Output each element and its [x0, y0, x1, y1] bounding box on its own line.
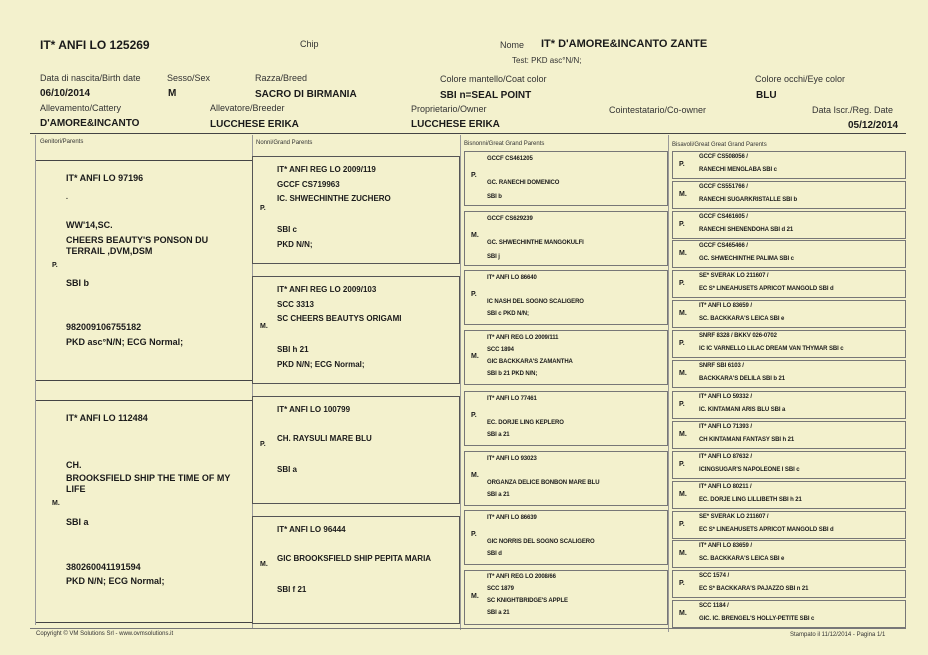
registration-number: IT* ANFI LO 125269 [40, 38, 150, 52]
col-rule-3 [668, 135, 669, 632]
ggg-box [672, 181, 906, 209]
gp-line: IC. SHWECHINTHE ZUCHERO [277, 194, 391, 203]
ggp-line: SCC 1894 [487, 347, 514, 353]
ggg-box [672, 151, 906, 179]
ggg-box [672, 391, 906, 419]
gp-line: CH. RAYSULI MARE BLU [277, 434, 372, 443]
breed-label: Razza/Breed [255, 73, 308, 83]
owner: LUCCHESE ERIKA [411, 119, 500, 130]
ggg-sex: M. [679, 370, 687, 377]
ggp-line: SCC 1879 [487, 586, 514, 592]
gp-line: SBI h 21 [277, 345, 309, 354]
ggg-name: IC. KINTAMANI ARIS BLU SBI a [699, 407, 786, 413]
ggg-reg: IT* ANFI LO 87632 / [699, 454, 752, 460]
gp-line: IT* ANFI LO 96444 [277, 525, 346, 534]
dam-bottom-line [36, 622, 252, 623]
ggp-line: SBI b 21 PKD N/N; [487, 371, 538, 377]
ggg-reg: IT* ANFI LO 71393 / [699, 424, 752, 430]
ggg-reg: IT* ANFI LO 80211 / [699, 484, 752, 490]
ggg-sex: M. [679, 550, 687, 557]
header-rule [30, 133, 906, 134]
ggg-name: SC. BACKKARA'S LEICA SBI e [699, 316, 785, 322]
gp-line: IT* ANFI REG LO 2009/103 [277, 285, 377, 294]
ggg-name: EC S* BACKKARA'S PAJAZZO SBI n 21 [699, 586, 809, 592]
ggp-sex: M. [471, 232, 479, 239]
ggg-reg: GCCF CS465466 / [699, 243, 748, 249]
ggp-line: IC NASH DEL SOGNO SCALIGERO [487, 299, 584, 305]
gp-line: SBI a [277, 465, 298, 474]
ggg-sex: M. [679, 431, 687, 438]
col-grandparents: Nonni/Grand Parents [256, 140, 313, 146]
coat-color: SBI n=SEAL POINT [440, 90, 532, 101]
ggp-sex: M. [471, 353, 479, 360]
ggp-sex: P. [471, 172, 477, 179]
test-results: Test: PKD asc°N/N; [512, 56, 582, 65]
dam-reg: IT* ANFI LO 112484 [66, 413, 148, 423]
dam-color: SBI a [66, 517, 89, 527]
gp-sex: M. [260, 561, 268, 568]
sire-name-2: TERRAIL ,DVM,DSM [66, 246, 153, 256]
dam-sex: M. [52, 500, 60, 507]
gp-line: PKD N/N; ECG Normal; [277, 360, 365, 369]
birth-date: 06/10/2014 [40, 88, 91, 99]
ggg-box [672, 481, 906, 509]
ggg-sex: M. [679, 610, 687, 617]
ggg-sex: M. [679, 250, 687, 257]
ggg-name: IC IC VARNELLO LILAC DREAM VAN THYMAR SBI c [699, 346, 844, 352]
ggp-line: GCCF CS461205 [487, 156, 533, 162]
name-label: Nome [500, 40, 525, 50]
owner-label: Proprietario/Owner [411, 104, 487, 114]
ggp-sex: P. [471, 291, 477, 298]
ggg-name: CH KINTAMANI FANTASY SBI h 21 [699, 437, 795, 443]
ggg-name: GC. SHWECHINTHE PALIMA SBI c [699, 256, 794, 262]
ggg-sex: P. [679, 340, 685, 347]
footer-copyright: Copyright © VM Solutions Srl - www.ovmsolutions.it [36, 631, 174, 637]
ggp-line: GC. SHWECHINTHE MANGOKULFI [487, 240, 584, 246]
gp-line: IT* ANFI REG LO 2009/119 [277, 165, 376, 174]
ggp-line: SBI a 21 [487, 432, 510, 438]
breeder-label: Allevatore/Breeder [210, 103, 285, 113]
ggp-sex: P. [471, 531, 477, 538]
ggg-reg: IT* ANFI LO 59332 / [699, 394, 752, 400]
ggg-reg: SNRF 8328 / BKKV 026-0702 [699, 333, 777, 339]
ggg-box [672, 270, 906, 298]
sex: M [168, 88, 177, 99]
grandparent-box [252, 396, 460, 504]
ggg-name: EC S* LINEAHUSETS APRICOT MANGOLD SBI d [699, 527, 834, 533]
ggg-box [672, 300, 906, 328]
ggg-name: RANECHI MENGLABA SBI c [699, 167, 777, 173]
sire-sex: P. [52, 262, 58, 269]
great-grandparent-box [464, 510, 668, 565]
ggp-line: SBI a 21 [487, 492, 510, 498]
ggp-line: IT* ANFI LO 77461 [487, 396, 537, 402]
sire-titles: WW'14,SC. [66, 220, 113, 230]
gp-line: PKD N/N; [277, 240, 313, 249]
great-grandparent-box [464, 151, 668, 206]
ggg-reg: SCC 1574 / [699, 573, 730, 579]
sire-tests: PKD asc°N/N; ECG Normal; [66, 337, 184, 347]
dam-tests: PKD N/N; ECG Normal; [66, 576, 165, 586]
ggp-line: GIC BACKKARA'S ZAMANTHA [487, 359, 573, 365]
gp-line: SBI f 21 [277, 585, 307, 594]
eye-color: BLU [756, 90, 777, 101]
ggp-line: SC KNIGHTBRIDGE'S APPLE [487, 598, 568, 604]
ggg-name: SC. BACKKARA'S LEICA SBI e [699, 556, 785, 562]
ggp-line: IT* ANFI LO 93023 [487, 456, 537, 462]
col-great-great-grandparents: Bisavoli/Great Great Grand Parents [672, 142, 767, 148]
dam-chip: 380260041191594 [66, 562, 141, 572]
breed: SACRO DI BIRMANIA [255, 89, 357, 100]
ggp-line: GIC NORRIS DEL SOGNO SCALIGERO [487, 539, 595, 545]
ggg-name: RANECHI SHENENDOHA SBI d 21 [699, 227, 794, 233]
ggg-name: BACKKARA'S DELILA SBI b 21 [699, 376, 785, 382]
cattery: D'AMORE&INCANTO [40, 118, 140, 129]
coat-color-label: Colore mantello/Coat color [440, 74, 547, 84]
ggg-box [672, 540, 906, 568]
sire-name-1: CHEERS BEAUTY'S PONSON DU [66, 235, 209, 245]
gp-sex: M. [260, 323, 268, 330]
ggg-box [672, 570, 906, 598]
sire-bottom-line [36, 380, 252, 381]
ggp-line: IT* ANFI REG LO 2008/66 [487, 574, 556, 580]
gp-line: IT* ANFI LO 100799 [277, 405, 351, 414]
ggg-sex: M. [679, 191, 687, 198]
great-grandparent-box [464, 451, 668, 506]
ggg-box [672, 451, 906, 479]
ggg-name: EC. DORJE LING LILLIBETH SBI h 21 [699, 497, 802, 503]
dam-name-1: BROOKSFIELD SHIP THE TIME OF MY [66, 473, 231, 483]
ggg-box [672, 421, 906, 449]
gp-line: GCCF CS719963 [277, 180, 340, 189]
great-grandparent-box [464, 330, 668, 385]
ggg-sex: P. [679, 521, 685, 528]
ggg-name: EC S* LINEAHUSETS APRICOT MANGOLD SBI d [699, 286, 834, 292]
ggg-reg: GCCF CS461605 / [699, 214, 748, 220]
ggp-line: GCCF CS629239 [487, 216, 533, 222]
ggg-reg: GCCF CS508056 / [699, 154, 748, 160]
cat-name: IT* D'AMORE&INCANTO ZANTE [541, 38, 708, 50]
sire-color: SBI b [66, 278, 90, 288]
ggp-line: SBI b [487, 194, 502, 200]
sex-label: Sesso/Sex [167, 73, 211, 83]
ggp-line: IT* ANFI LO 86639 [487, 515, 537, 521]
col-rule-2 [460, 135, 461, 630]
ggg-sex: M. [679, 310, 687, 317]
co-owner-label: Cointestatario/Co-owner [609, 105, 707, 115]
ggg-reg: SE* SVERAK LO 211607 / [699, 273, 769, 279]
ggg-box [672, 330, 906, 358]
ggp-line: SBI d [487, 551, 502, 557]
ggp-line: SBI j [487, 254, 500, 260]
ggp-line: IT* ANFI LO 86640 [487, 275, 537, 281]
gp-line: SBI c [277, 225, 298, 234]
eye-color-label: Colore occhi/Eye color [755, 74, 846, 84]
col-great-grandparents: Bisnonni/Great Grand Parents [464, 141, 545, 147]
ggp-line: SBI c PKD N/N; [487, 311, 529, 317]
ggg-reg: IT* ANFI LO 83659 / [699, 543, 752, 549]
ggp-sex: M. [471, 472, 479, 479]
great-grandparent-box [464, 391, 668, 446]
sire-chip: 982009106755182 [66, 322, 142, 332]
ggg-box [672, 360, 906, 388]
col-parents: Genitori/Parents [40, 139, 84, 145]
ggg-reg: SCC 1184 / [699, 603, 729, 609]
ggg-name: RANECHI SUGARKRISTALLE SBI b [699, 197, 798, 203]
sire-top-line [36, 160, 252, 161]
ggg-reg: IT* ANFI LO 83659 / [699, 303, 752, 309]
ggg-sex: P. [679, 161, 685, 168]
footer-rule [30, 628, 906, 629]
ggg-sex: P. [679, 580, 685, 587]
chip-label: Chip [300, 39, 319, 49]
ggg-reg: SE* SVERAK LO 211607 / [699, 514, 769, 520]
grandparent-box [252, 156, 460, 264]
ggp-line: GC. RANECHI DOMENICO [487, 180, 560, 186]
ggg-box [672, 211, 906, 239]
footer-print-info: Stampato il 11/12/2014 - Pagina 1/1 [790, 632, 886, 638]
reg-date-label: Data Iscr./Reg. Date [812, 105, 894, 115]
birth-date-label: Data di nascita/Birth date [40, 73, 141, 83]
ggp-line: SBI a 21 [487, 610, 510, 616]
dam-top-line [36, 400, 252, 401]
cattery-label: Allevamento/Cattery [40, 103, 122, 113]
sire-reg: IT* ANFI LO 97196 [66, 173, 144, 183]
ggp-line: EC. DORJE LING KEPLERO [487, 420, 564, 426]
ggg-reg: SNRF SBI 6103 / [699, 363, 744, 369]
ggg-sex: M. [679, 491, 687, 498]
great-grandparent-box [464, 570, 668, 625]
ggp-sex: P. [471, 412, 477, 419]
gp-line: SCC 3313 [277, 300, 314, 309]
ggg-box [672, 600, 906, 628]
gp-sex: P. [260, 441, 266, 448]
breeder: LUCCHESE ERIKA [210, 119, 299, 130]
sire-dot: . [66, 194, 68, 201]
gp-line: GIC BROOKSFIELD SHIP PEPITA MARIA [277, 554, 432, 563]
ggg-sex: P. [679, 221, 685, 228]
ggg-reg: GCCF CS551766 / [699, 184, 748, 190]
ggg-box [672, 240, 906, 268]
great-grandparent-box [464, 270, 668, 325]
dam-name-2: LIFE [66, 484, 86, 494]
reg-date: 05/12/2014 [848, 120, 899, 131]
gp-line: SC CHEERS BEAUTYS ORIGAMI [277, 314, 402, 323]
grandparent-box [252, 276, 460, 384]
great-grandparent-box [464, 211, 668, 266]
grandparent-box [252, 516, 460, 624]
ggg-name: ICINGSUGAR'S NAPOLEONE I SBI c [699, 467, 800, 473]
ggg-sex: P. [679, 401, 685, 408]
ggp-line: ORGANZA DELICE BONBON MARE BLU [487, 480, 600, 486]
ggg-name: GIC. IC. BRENGEL'S HOLLY-PETITE SBI c [699, 616, 815, 622]
gp-sex: P. [260, 205, 266, 212]
ggp-sex: M. [471, 593, 479, 600]
ggg-box [672, 511, 906, 539]
dam-title: CH. [66, 460, 82, 470]
ggp-line: IT* ANFI REG LO 2009/111 [487, 335, 559, 341]
ggg-sex: P. [679, 461, 685, 468]
ggg-sex: P. [679, 280, 685, 287]
